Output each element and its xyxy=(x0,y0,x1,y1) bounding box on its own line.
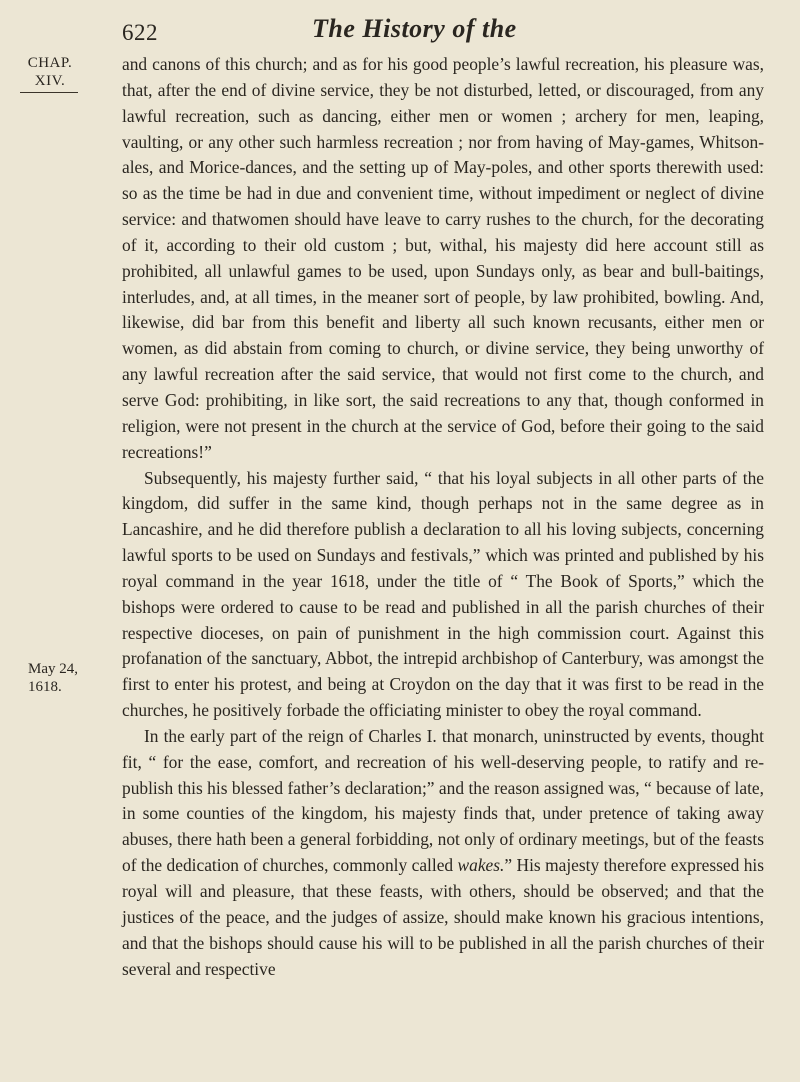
margin-date-line1: May 24, xyxy=(28,661,78,677)
margin-date-note xyxy=(28,660,78,696)
paragraph-1: and canons of this church; and as for his good people’s lawful recreation, his pleasure was, that, after the end of divine service, they be not disturbed, letted, or discouraged, from any lawful recreation, such as dancing, either men or women ; archery for men, leaping, vaulting, or any other such harmless recreation ; nor from having of May-games, Whitson-ales, and Morice-dances, and the setting up of May-poles, and other sports therewith used: so as the time be had in due and convenient time, without impediment or neglect of divine service: and thatwomen should have leave to carry rushes to the church, for the decorating of it, according to their old custom ; but, withal, his majesty did here account still as prohibited, all unlawful games to be used, upon Sundays only, as bear and bull-baitings, interludes, and, at all times, in the meaner sort of people, by law prohibited, bowling. And, likewise, did bar from this benefit and liberty all such known recusants, either men or women, as did abstain from coming to church, or divine service, they being unworthy of any lawful recreation after the said service, that would not first come to the church, and serve God: prohibiting, in like sort, the said recreations to any that, though conformed in religion, were not present in the church at the service of God, before their going to the said recreations!” xyxy=(122,54,764,462)
paragraph-3-part-a: In the early part of the reign of Charles I. that monarch, uninstructed by events, thought fit, “ for the ease, comfort, and recreation of his well-deserving people, to ratify and re-publish this his blessed father’s declaration;” and the reason assigned was, “ because of late, in some counties of the kingdom, his majesty finds that, under pretence of taking away abuses, there hath been a general forbidding, not only of ordinary meetings, but of the feasts of the dedication of churches, commonly called xyxy=(122,725,764,876)
body-text xyxy=(122,52,764,982)
page-number: 622 xyxy=(122,20,158,45)
paragraph-3-italic: wakes. xyxy=(457,855,505,876)
running-title: The History of the xyxy=(312,14,517,43)
paragraph-2: Subsequently, his majesty further said, “ that his loyal subjects in all other parts of the kingdom, did suffer in the same kind, though perhaps not in the same degree as in Lancashire, and he did therefore publish a declaration to all his loving subjects, concerning lawful sports to be used on Sundays and festivals,” which was printed and published by his royal command in the year 1618, under the title of “ The Book of Sports,” which the bishops were ordered to cause to be read and published in all the parish churches of their respective dioceses, on pain of punishment in the high commission court. Against this profanation of the sanctuary, Abbot, the intrepid archbishop of Canterbury, was amongst the first to enter his protest, and being at Croydon on the day that it was first to be read in the churches, he positively forbade the officiating minister to obey the royal command. xyxy=(122,467,764,721)
chapter-number: XIV. xyxy=(34,73,66,89)
paragraph-3-part-b: ” His majesty therefore expressed his royal will and pleasure, that these feasts, with others, should be observed; and that the justices of the peace, and the judges of assize, should make known his gracious intentions, and that the bishops should cause his will to be published in all the parish churches of their several and respective xyxy=(122,855,764,979)
chapter-label xyxy=(27,54,73,90)
chapter-label-text: CHAP. xyxy=(27,55,73,71)
chapter-rule xyxy=(20,92,78,93)
margin-date-line2: 1618. xyxy=(28,679,62,695)
paragraph-3 xyxy=(122,724,764,982)
